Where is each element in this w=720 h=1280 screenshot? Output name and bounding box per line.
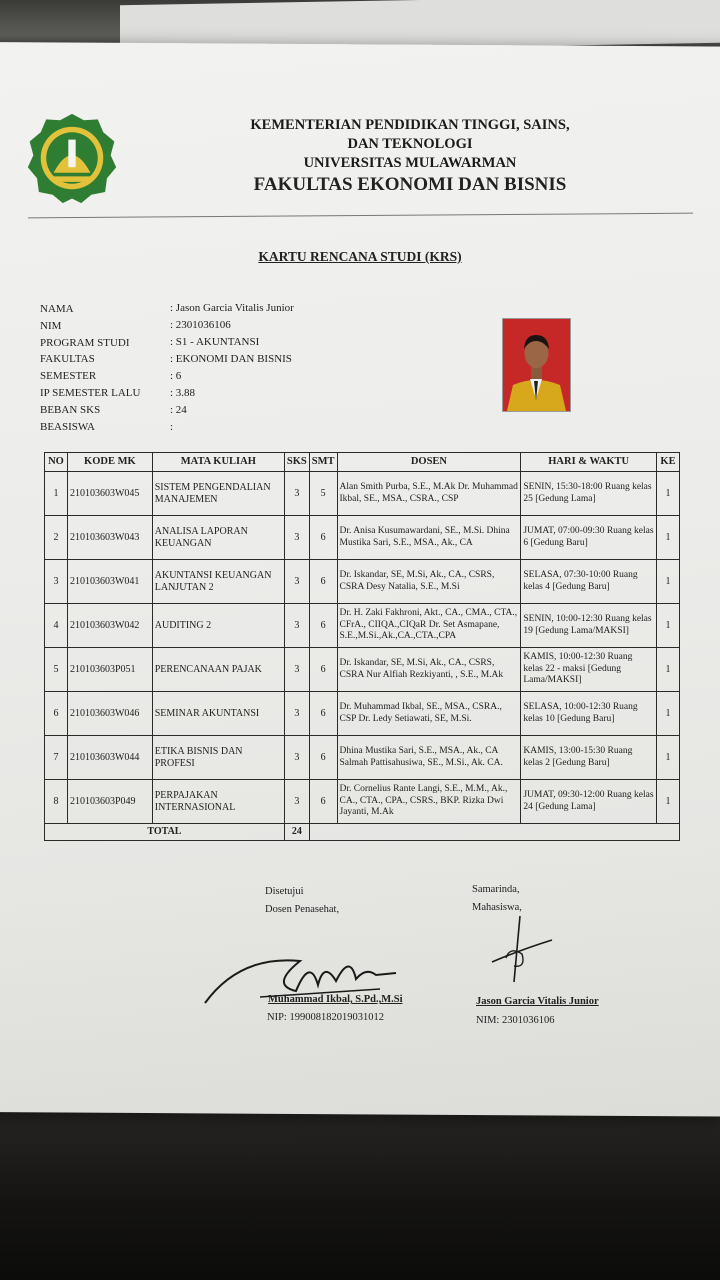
cell-no: 1 — [45, 472, 68, 516]
info-label-nama: NAMA — [40, 303, 74, 315]
cell-ke: 1 — [657, 516, 680, 560]
course-table — [44, 452, 680, 841]
cell-waktu: SELASA, 10:00-12:30 Ruang kelas 10 [Gedung Baru] — [521, 692, 657, 736]
background-bottom — [0, 1090, 720, 1280]
cell-no: 2 — [45, 516, 68, 560]
total-empty — [309, 824, 679, 841]
table-total-row — [45, 824, 680, 841]
cell-dosen: Dr. Anisa Kusumawardani, SE., M.Si. Dhina Mustika Sari, S.E., MSA., Ak., CA — [337, 516, 521, 560]
cell-mk: AUDITING 2 — [152, 604, 284, 648]
info-value-beban: : 24 — [170, 404, 187, 416]
cell-dosen: Dr. Iskandar, SE, M.Si, Ak., CA., CSRS, CSRA Desy Natalia, S.E., M.Si — [337, 560, 521, 604]
cell-dosen: Dr. Iskandar, SE, M.Si, Ak., CA., CSRS, CSRA Nur Alfiah Rezkiyanti, , S.E., M.Ak — [337, 648, 521, 692]
col-header-smt: SMT — [309, 453, 337, 472]
info-label-beban: BEBAN SKS — [40, 404, 101, 416]
cell-waktu: KAMIS, 13:00-15:30 Ruang kelas 2 [Gedung Baru] — [521, 736, 657, 780]
cell-dosen: Dhina Mustika Sari, S.E., MSA., Ak., CA Salmah Pattisahusiwa, SE., M.Si., Ak. CA. — [337, 736, 521, 780]
cell-kode: 210103603W042 — [67, 604, 152, 648]
cell-ke: 1 — [657, 604, 680, 648]
total-sks: 24 — [284, 824, 309, 841]
info-label-semester: SEMESTER — [40, 370, 97, 382]
cell-mk: ANALISA LAPORAN KEUANGAN — [152, 516, 284, 560]
cell-sks: 3 — [284, 692, 309, 736]
cell-dosen: Dr. Cornelius Rante Langi, S.E., M.M., Ak., CA., CTA., CPA., CSRS., BKP. Rizka Dwi Jayanti, M.Ak — [337, 780, 521, 824]
student-photo — [502, 318, 571, 412]
table-row — [45, 692, 680, 736]
cell-kode: 210103603P051 — [67, 648, 152, 692]
cell-smt: 6 — [309, 648, 337, 692]
cell-smt: 6 — [309, 736, 337, 780]
cell-no: 8 — [45, 780, 68, 824]
cell-mk: ETIKA BISNIS DAN PROFESI — [152, 736, 284, 780]
col-header-dosen: DOSEN — [337, 453, 521, 472]
cell-mk: SEMINAR AKUNTANSI — [152, 692, 284, 736]
cell-mk: AKUNTANSI KEUANGAN LANJUTAN 2 — [152, 560, 284, 604]
cell-waktu: KAMIS, 10:00-12:30 Ruang kelas 22 - maksi [Gedung Lama/MAKSI] — [521, 648, 657, 692]
info-value-nim: : 2301036106 — [170, 319, 231, 331]
cell-smt: 6 — [309, 516, 337, 560]
info-label-beasiswa: BEASISWA — [40, 421, 96, 433]
info-label-prodi: PROGRAM STUDI — [40, 337, 130, 349]
info-value-fakultas: : EKONOMI DAN BISNIS — [170, 353, 292, 365]
cell-waktu: JUMAT, 07:00-09:30 Ruang kelas 6 [Gedung Baru] — [521, 516, 657, 560]
cell-kode: 210103603W045 — [67, 472, 152, 516]
cell-sks: 3 — [284, 780, 309, 824]
table-header-row — [45, 453, 680, 472]
cell-waktu: SENIN, 15:30-18:00 Ruang kelas 25 [Gedung Lama] — [521, 472, 657, 516]
cell-sks: 3 — [284, 604, 309, 648]
cell-no: 7 — [45, 736, 68, 780]
col-header-waktu: HARI & WAKTU — [521, 453, 657, 472]
cell-kode: 210103603W043 — [67, 516, 152, 560]
cell-dosen: Alan Smith Purba, S.E., M.Ak Dr. Muhammad Ikbal, SE., MSA., CSRA., CSP — [337, 472, 521, 516]
cell-no: 4 — [45, 604, 68, 648]
cell-ke: 1 — [657, 692, 680, 736]
table-row — [45, 780, 680, 824]
table-row — [45, 472, 680, 516]
advisor-label: Dosen Penasehat, — [265, 904, 340, 915]
info-value-semester: : 6 — [170, 370, 182, 382]
col-header-ke: KE — [657, 453, 680, 472]
faculty-name: FAKULTAS EKONOMI DAN BISNIS — [253, 174, 567, 195]
col-header-no: NO — [45, 453, 68, 472]
cell-ke: 1 — [657, 780, 680, 824]
cell-waktu: SENIN, 10:00-12:30 Ruang kelas 19 [Gedung Lama/MAKSI] — [521, 604, 657, 648]
cell-kode: 210103603W044 — [67, 736, 152, 780]
total-label: TOTAL — [45, 824, 285, 841]
cell-sks: 3 — [284, 560, 309, 604]
student-label: Mahasiswa, — [472, 902, 522, 913]
cell-sks: 3 — [284, 648, 309, 692]
info-value-nama: : Jason Garcia Vitalis Junior — [170, 302, 294, 314]
cell-waktu: SELASA, 07:30-10:00 Ruang kelas 4 [Gedung Baru] — [521, 560, 657, 604]
cell-ke: 1 — [657, 648, 680, 692]
info-label-ip: IP SEMESTER LALU — [40, 387, 141, 399]
table-row — [45, 736, 680, 780]
table-row — [45, 604, 680, 648]
info-value-prodi: : S1 - AKUNTANSI — [170, 336, 260, 348]
cell-kode: 210103603W041 — [67, 560, 152, 604]
cell-no: 5 — [45, 648, 68, 692]
cell-dosen: Dr. H. Zaki Fakhroni, Akt., CA., CMA., CTA., CFrA., CIIQA.,CIQaR Dr. Set Asmapane, S.E.,M.Si.,Ak.,CA.,CTA.,CPA — [337, 604, 521, 648]
student-signature — [480, 910, 560, 990]
cell-sks: 3 — [284, 736, 309, 780]
cell-ke: 1 — [657, 472, 680, 516]
cell-smt: 6 — [309, 560, 337, 604]
table-row — [45, 648, 680, 692]
ministry-line-1: KEMENTERIAN PENDIDIKAN TINGGI, SAINS, — [250, 117, 570, 133]
cell-kode: 210103603W046 — [67, 692, 152, 736]
info-value-ip: : 3.88 — [170, 387, 196, 399]
cell-smt: 6 — [309, 692, 337, 736]
cell-kode: 210103603P049 — [67, 780, 152, 824]
info-label-nim: NIM — [40, 320, 62, 332]
col-header-mk: MATA KULIAH — [152, 453, 284, 472]
approval-label: Disetujui — [265, 886, 304, 897]
col-header-sks: SKS — [284, 453, 309, 472]
university-name: UNIVERSITAS MULAWARMAN — [303, 155, 517, 171]
table-row — [45, 560, 680, 604]
cell-no: 6 — [45, 692, 68, 736]
info-value-beasiswa: : — [170, 421, 174, 433]
student-name: Jason Garcia Vitalis Junior — [476, 996, 599, 1007]
cell-mk: PERENCANAAN PAJAK — [152, 648, 284, 692]
cell-sks: 3 — [284, 516, 309, 560]
cell-no: 3 — [45, 560, 68, 604]
info-label-fakultas: FAKULTAS — [40, 353, 95, 365]
place-label: Samarinda, — [472, 884, 520, 895]
table-row — [45, 516, 680, 560]
cell-waktu: JUMAT, 09:30-12:00 Ruang kelas 24 [Gedung Lama] — [521, 780, 657, 824]
col-header-kode: KODE MK — [67, 453, 152, 472]
cell-mk: SISTEM PENGENDALIAN MANAJEMEN — [152, 472, 284, 516]
cell-smt: 6 — [309, 604, 337, 648]
cell-mk: PERPAJAKAN INTERNASIONAL — [152, 780, 284, 824]
cell-ke: 1 — [657, 560, 680, 604]
advisor-nip: NIP: 199008182019031012 — [267, 1012, 384, 1023]
cell-ke: 1 — [657, 736, 680, 780]
student-nim: NIM: 2301036106 — [476, 1015, 555, 1026]
cell-smt: 6 — [309, 780, 337, 824]
university-logo — [26, 112, 118, 204]
advisor-name: Muhammad Ikbal, S.Pd.,M.Si — [268, 994, 403, 1005]
cell-smt: 5 — [309, 472, 337, 516]
document-title: KARTU RENCANA STUDI (KRS) — [258, 249, 462, 264]
cell-dosen: Dr. Muhammad Ikbal, SE., MSA., CSRA., CSP Dr. Ledy Setiawati, SE, M.Si. — [337, 692, 521, 736]
ministry-line-2: DAN TEKNOLOGI — [347, 136, 473, 152]
cell-sks: 3 — [284, 472, 309, 516]
